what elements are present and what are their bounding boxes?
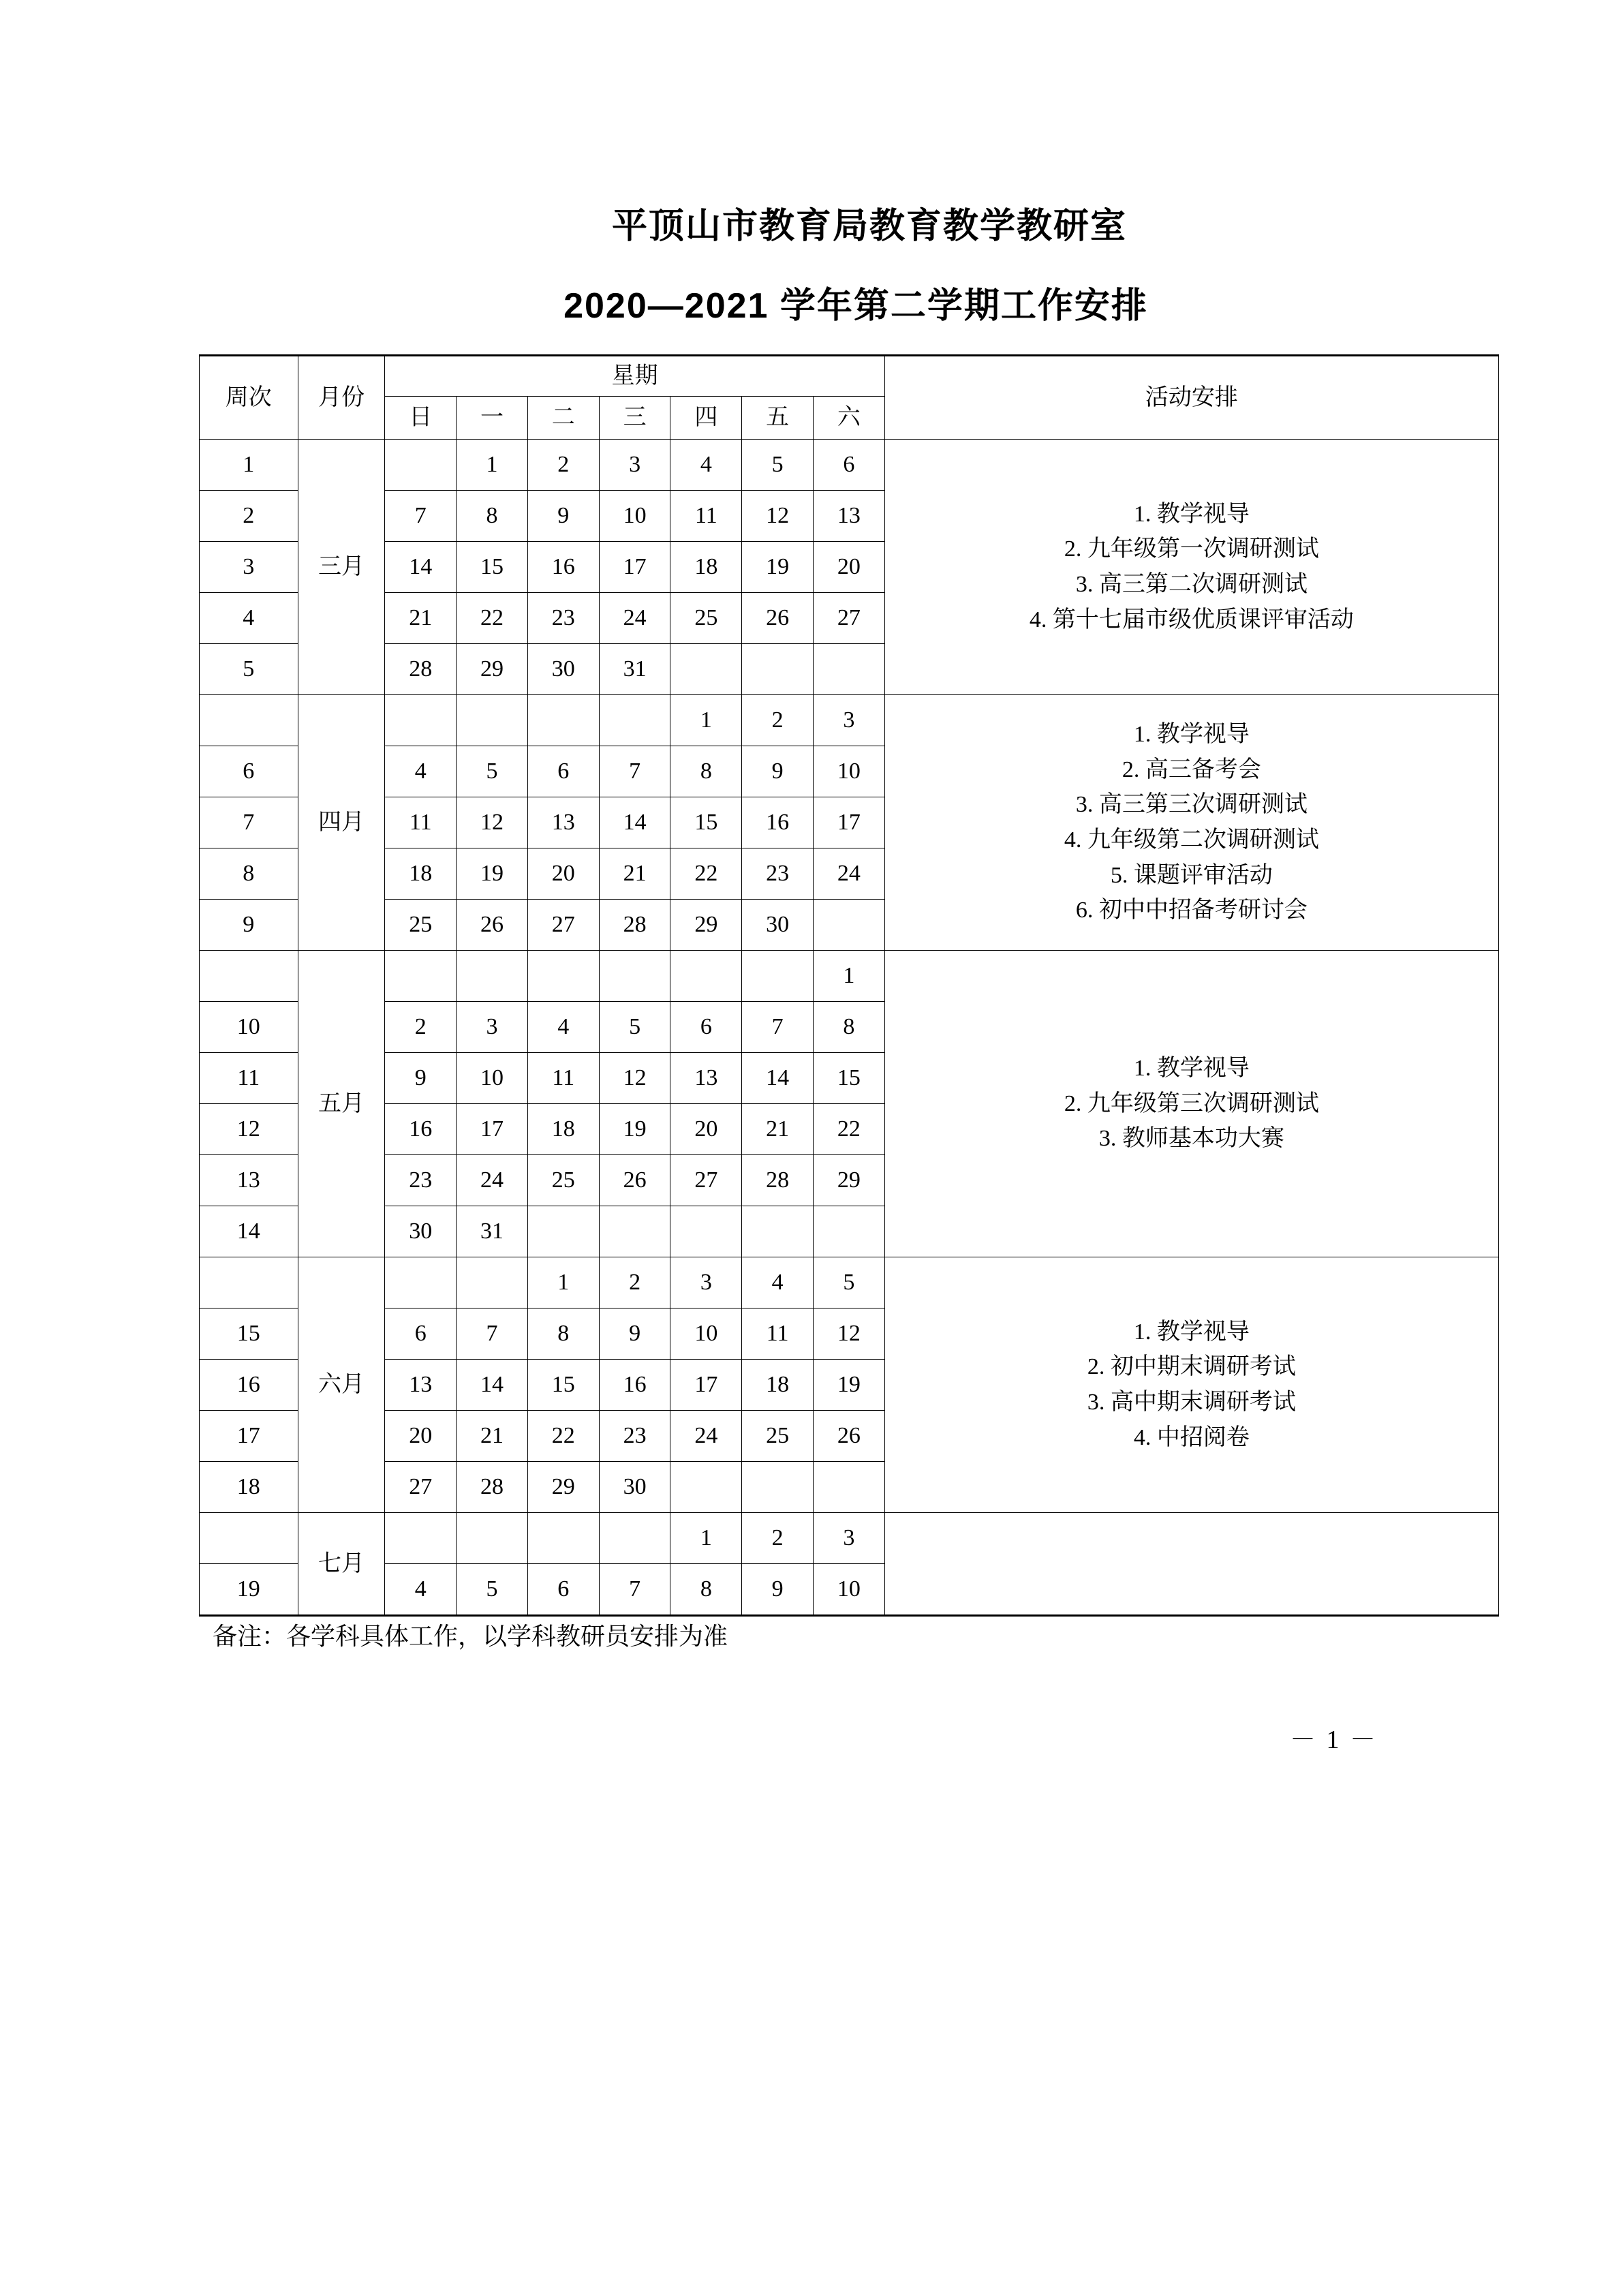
day-cell: 26: [457, 900, 528, 951]
activity-item: 4. 中招阅卷: [1133, 1424, 1250, 1450]
day-cell: 1: [670, 1513, 742, 1564]
day-cell: 29: [527, 1462, 599, 1513]
day-cell: 19: [813, 1360, 884, 1411]
activity-item: 4. 第十七届市级优质课评审活动: [1029, 607, 1354, 632]
day-cell: 6: [527, 1564, 599, 1616]
activity-item: 1. 教学视导: [1133, 501, 1250, 527]
activity-item: 1. 教学视导: [1133, 721, 1250, 747]
day-cell: 2: [527, 440, 599, 491]
day-cell: 13: [385, 1360, 457, 1411]
week-number-cell: 16: [200, 1360, 298, 1411]
day-cell: [457, 1257, 528, 1308]
day-cell: 21: [599, 848, 670, 900]
day-cell: [599, 1513, 670, 1564]
day-cell: 5: [457, 1564, 528, 1616]
day-cell: 4: [385, 746, 457, 797]
day-cell: 1: [527, 1257, 599, 1308]
table-body: [200, 440, 1499, 1616]
day-cell: 16: [742, 797, 814, 848]
day-cell: 21: [742, 1104, 814, 1155]
day-cell: [385, 440, 457, 491]
day-cell: 20: [670, 1104, 742, 1155]
day-cell: 24: [670, 1411, 742, 1462]
day-cell: 10: [813, 1564, 884, 1616]
header-month: 月份: [298, 356, 385, 440]
day-cell: 12: [813, 1308, 884, 1360]
table-row: [200, 695, 1499, 746]
day-cell: 10: [670, 1308, 742, 1360]
activity-cell: [884, 440, 1498, 695]
activity-list: [885, 1051, 1498, 1157]
header-row-top: [200, 356, 1499, 397]
day-cell: 7: [742, 1002, 814, 1053]
activity-list: [885, 717, 1498, 928]
day-cell: 9: [385, 1053, 457, 1104]
day-cell: [457, 695, 528, 746]
day-cell: 20: [813, 542, 884, 593]
day-cell: 2: [742, 695, 814, 746]
day-cell: 25: [742, 1411, 814, 1462]
header-activity: 活动安排: [884, 356, 1498, 440]
week-number-cell: 6: [200, 746, 298, 797]
day-cell: 28: [385, 644, 457, 695]
day-cell: 18: [385, 848, 457, 900]
day-cell: 28: [742, 1155, 814, 1206]
day-cell: 27: [527, 900, 599, 951]
activity-cell: [884, 951, 1498, 1257]
week-number-cell: 17: [200, 1411, 298, 1462]
day-cell: [599, 1206, 670, 1257]
day-cell: [742, 951, 814, 1002]
activity-item: 1. 教学视导: [1133, 1319, 1250, 1345]
day-cell: [742, 644, 814, 695]
day-cell: 26: [599, 1155, 670, 1206]
day-cell: 21: [385, 593, 457, 644]
day-cell: [385, 951, 457, 1002]
day-cell: 25: [670, 593, 742, 644]
day-cell: 3: [813, 1513, 884, 1564]
week-number-cell: [200, 1257, 298, 1308]
day-cell: 20: [527, 848, 599, 900]
header-week: 周次: [200, 356, 298, 440]
day-cell: [599, 951, 670, 1002]
day-cell: [813, 900, 884, 951]
page-number: － 1 －: [1289, 1725, 1378, 1754]
month-name-cell: 四月: [298, 695, 385, 951]
day-cell: 8: [457, 491, 528, 542]
month-name-cell: 五月: [298, 951, 385, 1257]
day-cell: 1: [813, 951, 884, 1002]
day-cell: 12: [742, 491, 814, 542]
day-cell: [385, 1257, 457, 1308]
footnote: 备注：各学科具体工作，以学科教研员安排为准: [213, 1622, 728, 1650]
day-cell: 17: [670, 1360, 742, 1411]
day-cell: 10: [813, 746, 884, 797]
week-number-cell: 18: [200, 1462, 298, 1513]
day-cell: [813, 644, 884, 695]
day-cell: [670, 951, 742, 1002]
table-row: [200, 1513, 1499, 1564]
day-cell: 1: [457, 440, 528, 491]
activity-item: 4. 九年级第二次调研测试: [1064, 827, 1319, 853]
day-cell: 26: [742, 593, 814, 644]
week-number-cell: 14: [200, 1206, 298, 1257]
day-cell: 23: [599, 1411, 670, 1462]
day-cell: 30: [599, 1462, 670, 1513]
activity-cell: [884, 695, 1498, 951]
day-cell: [527, 1206, 599, 1257]
day-cell: 17: [457, 1104, 528, 1155]
day-cell: 15: [457, 542, 528, 593]
day-cell: 28: [599, 900, 670, 951]
activity-item: 2. 九年级第三次调研测试: [1064, 1090, 1319, 1116]
day-cell: 16: [385, 1104, 457, 1155]
activity-item: 3. 高中期末调研考试: [1087, 1390, 1296, 1415]
week-number-cell: [200, 951, 298, 1002]
day-cell: 31: [599, 644, 670, 695]
header-weekday-group: 星期: [385, 356, 884, 397]
day-cell: 11: [670, 491, 742, 542]
day-cell: 24: [457, 1155, 528, 1206]
week-number-cell: 5: [200, 644, 298, 695]
day-cell: 23: [527, 593, 599, 644]
month-name-cell: 三月: [298, 440, 385, 695]
day-cell: 26: [813, 1411, 884, 1462]
day-cell: 14: [457, 1360, 528, 1411]
activity-item: 2. 初中期末调研考试: [1087, 1354, 1296, 1380]
day-cell: 13: [670, 1053, 742, 1104]
activity-item: 3. 高三第三次调研测试: [1075, 792, 1308, 818]
day-cell: 12: [457, 797, 528, 848]
activity-list: [885, 1315, 1498, 1456]
day-cell: 24: [813, 848, 884, 900]
day-cell: 25: [527, 1155, 599, 1206]
page-title-line-1: 平顶山市教育局教育教学教研室: [611, 206, 1127, 246]
day-cell: 3: [813, 695, 884, 746]
week-number-cell: 12: [200, 1104, 298, 1155]
day-cell: 6: [813, 440, 884, 491]
day-cell: 23: [742, 848, 814, 900]
day-cell: 25: [385, 900, 457, 951]
day-cell: [670, 644, 742, 695]
header-weekday-fri: 五: [742, 397, 814, 440]
day-cell: 10: [457, 1053, 528, 1104]
day-cell: 7: [457, 1308, 528, 1360]
week-number-cell: [200, 695, 298, 746]
day-cell: 22: [457, 593, 528, 644]
header-weekday-mon: 一: [457, 397, 528, 440]
day-cell: 29: [670, 900, 742, 951]
day-cell: [742, 1206, 814, 1257]
activity-item: 2. 九年级第一次调研测试: [1064, 536, 1319, 562]
day-cell: 14: [385, 542, 457, 593]
day-cell: 14: [599, 797, 670, 848]
day-cell: 22: [527, 1411, 599, 1462]
table-row: [200, 440, 1499, 491]
day-cell: [527, 1513, 599, 1564]
day-cell: 29: [813, 1155, 884, 1206]
day-cell: 19: [742, 542, 814, 593]
day-cell: [670, 1462, 742, 1513]
day-cell: 3: [457, 1002, 528, 1053]
week-number-cell: 19: [200, 1564, 298, 1616]
day-cell: 27: [385, 1462, 457, 1513]
activity-item: 6. 初中中招备考研讨会: [1075, 898, 1308, 923]
day-cell: 23: [385, 1155, 457, 1206]
table-row: [200, 1257, 1499, 1308]
week-number-cell: 7: [200, 797, 298, 848]
day-cell: [457, 951, 528, 1002]
activity-list: [885, 497, 1498, 638]
day-cell: 30: [742, 900, 814, 951]
day-cell: 20: [385, 1411, 457, 1462]
day-cell: 15: [813, 1053, 884, 1104]
day-cell: 9: [599, 1308, 670, 1360]
day-cell: 13: [527, 797, 599, 848]
day-cell: 8: [527, 1308, 599, 1360]
day-cell: 8: [813, 1002, 884, 1053]
day-cell: 15: [527, 1360, 599, 1411]
day-cell: 2: [742, 1513, 814, 1564]
day-cell: 19: [457, 848, 528, 900]
day-cell: [457, 1513, 528, 1564]
day-cell: 27: [813, 593, 884, 644]
title-block: [199, 0, 1499, 328]
day-cell: 30: [385, 1206, 457, 1257]
day-cell: 7: [599, 746, 670, 797]
day-cell: 21: [457, 1411, 528, 1462]
day-cell: [813, 1206, 884, 1257]
week-number-cell: 11: [200, 1053, 298, 1104]
page-title-line-2: 2020—2021 学年第二学期工作安排: [563, 286, 1148, 326]
month-name-cell: 七月: [298, 1513, 385, 1616]
day-cell: [527, 951, 599, 1002]
day-cell: 4: [742, 1257, 814, 1308]
day-cell: 3: [670, 1257, 742, 1308]
day-cell: 5: [599, 1002, 670, 1053]
activity-cell: [884, 1257, 1498, 1513]
day-cell: 15: [670, 797, 742, 848]
day-cell: 24: [599, 593, 670, 644]
day-cell: [670, 1206, 742, 1257]
day-cell: 9: [742, 746, 814, 797]
header-weekday-tue: 二: [527, 397, 599, 440]
day-cell: 5: [813, 1257, 884, 1308]
activity-item: 1. 教学视导: [1133, 1055, 1250, 1081]
table-header: [200, 356, 1499, 440]
day-cell: 22: [670, 848, 742, 900]
day-cell: 31: [457, 1206, 528, 1257]
week-number-cell: 2: [200, 491, 298, 542]
day-cell: 1: [670, 695, 742, 746]
day-cell: 14: [742, 1053, 814, 1104]
day-cell: 18: [527, 1104, 599, 1155]
day-cell: 16: [527, 542, 599, 593]
activity-cell: [884, 1513, 1498, 1616]
day-cell: 7: [599, 1564, 670, 1616]
day-cell: 5: [742, 440, 814, 491]
activity-item: 3. 教师基本功大赛: [1098, 1126, 1284, 1152]
week-number-cell: 9: [200, 900, 298, 951]
day-cell: 10: [599, 491, 670, 542]
week-number-cell: 8: [200, 848, 298, 900]
day-cell: 4: [385, 1564, 457, 1616]
day-cell: 11: [527, 1053, 599, 1104]
day-cell: 29: [457, 644, 528, 695]
day-cell: [742, 1462, 814, 1513]
day-cell: 4: [670, 440, 742, 491]
header-weekday-sun: 日: [385, 397, 457, 440]
day-cell: 11: [742, 1308, 814, 1360]
week-number-cell: [200, 1513, 298, 1564]
month-name-cell: 六月: [298, 1257, 385, 1513]
day-cell: 27: [670, 1155, 742, 1206]
activity-item: 2. 高三备考会: [1122, 756, 1261, 782]
document-body: [199, 0, 1499, 1756]
day-cell: 18: [670, 542, 742, 593]
day-cell: 30: [527, 644, 599, 695]
day-cell: 6: [670, 1002, 742, 1053]
day-cell: 9: [742, 1564, 814, 1616]
day-cell: 12: [599, 1053, 670, 1104]
day-cell: 17: [813, 797, 884, 848]
day-cell: 7: [385, 491, 457, 542]
day-cell: 16: [599, 1360, 670, 1411]
week-number-cell: 4: [200, 593, 298, 644]
week-number-cell: 13: [200, 1155, 298, 1206]
week-number-cell: 3: [200, 542, 298, 593]
header-weekday-wed: 三: [599, 397, 670, 440]
day-cell: 19: [599, 1104, 670, 1155]
day-cell: 28: [457, 1462, 528, 1513]
header-weekday-thu: 四: [670, 397, 742, 440]
day-cell: 13: [813, 491, 884, 542]
day-cell: [599, 695, 670, 746]
day-cell: 6: [527, 746, 599, 797]
day-cell: 8: [670, 746, 742, 797]
day-cell: 4: [527, 1002, 599, 1053]
week-number-cell: 1: [200, 440, 298, 491]
table-row: [200, 951, 1499, 1002]
header-weekday-sat: 六: [813, 397, 884, 440]
day-cell: 2: [385, 1002, 457, 1053]
semester-schedule-table: [199, 354, 1499, 1617]
day-cell: [527, 695, 599, 746]
day-cell: [385, 1513, 457, 1564]
week-number-cell: 10: [200, 1002, 298, 1053]
day-cell: 9: [527, 491, 599, 542]
day-cell: 18: [742, 1360, 814, 1411]
day-cell: 17: [599, 542, 670, 593]
activity-item: 5. 课题评审活动: [1110, 862, 1273, 888]
week-number-cell: 15: [200, 1308, 298, 1360]
day-cell: 2: [599, 1257, 670, 1308]
day-cell: 11: [385, 797, 457, 848]
day-cell: [385, 695, 457, 746]
day-cell: 8: [670, 1564, 742, 1616]
day-cell: 5: [457, 746, 528, 797]
day-cell: 6: [385, 1308, 457, 1360]
day-cell: 3: [599, 440, 670, 491]
day-cell: 22: [813, 1104, 884, 1155]
activity-item: 3. 高三第二次调研测试: [1075, 572, 1308, 597]
day-cell: [813, 1462, 884, 1513]
